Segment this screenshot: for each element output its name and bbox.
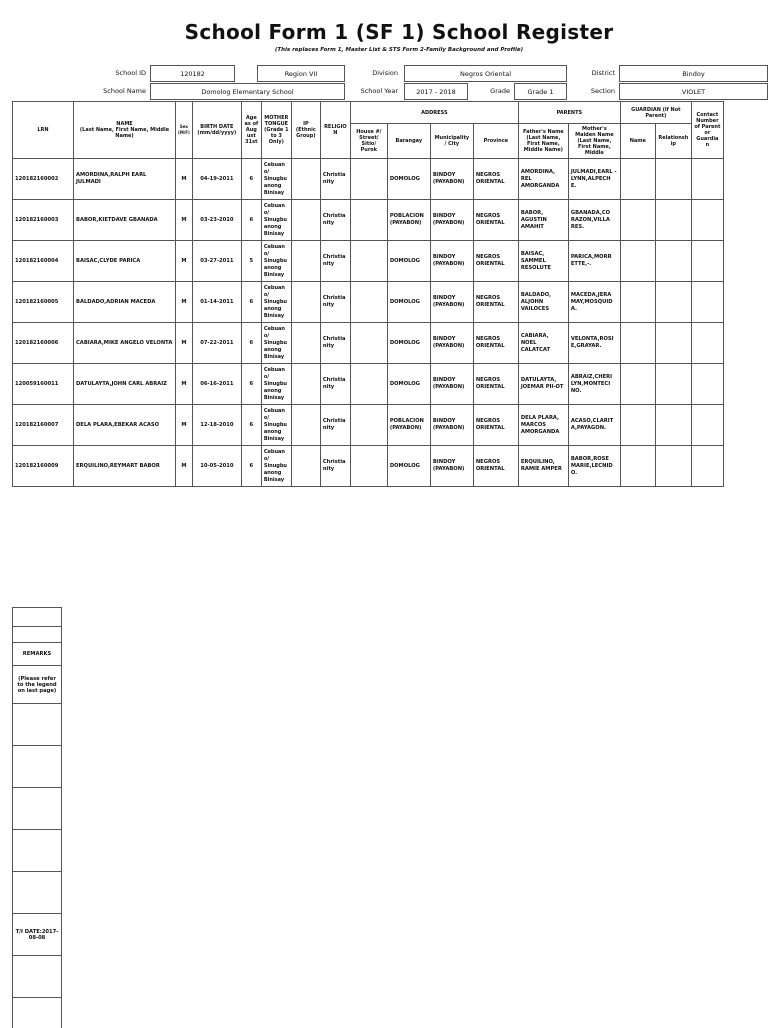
col-father: Father's Name (Last Name, First Name, Middle Name) (518, 124, 568, 159)
house-cell (350, 364, 387, 405)
mother-tongue-cell: Cebuan o/ Sinugbu anong Binisay (261, 241, 291, 282)
municipality-cell: BINDOY (PAYABON) (430, 405, 473, 446)
province-cell: NEGROS ORIENTAL (473, 200, 518, 241)
relationship-cell (655, 282, 691, 323)
barangay-cell: POBLACION (PAYABON) (387, 200, 430, 241)
age-cell: 6 (241, 282, 261, 323)
col-province: Province (473, 124, 518, 159)
form-title: School Form 1 (SF 1) School Register (184, 20, 614, 44)
ip-cell (291, 200, 320, 241)
house-cell (350, 282, 387, 323)
table-row (13, 323, 724, 364)
mother-cell: VELONTA,ROSI E,GRAYAR. (568, 323, 620, 364)
remarks-note: (Please refer to the legend on last page) (13, 666, 61, 704)
district-value: Bindoy (619, 65, 768, 82)
remarks-spacer (13, 607, 61, 627)
grade-value: Grade 1 (514, 83, 567, 100)
birth-date-cell: 07-22-2011 (192, 323, 241, 364)
col-house: House #/ Street/ Sitio/ Purok (350, 124, 387, 159)
municipality-cell: BINDOY (PAYABON) (430, 200, 473, 241)
contact-cell (691, 364, 723, 405)
barangay-cell: DOMOLOG (387, 241, 430, 282)
ip-cell (291, 364, 320, 405)
col-parents: PARENTS (518, 102, 620, 124)
relationship-cell (655, 405, 691, 446)
school-id-label: School ID (115, 69, 146, 77)
municipality-cell: BINDOY (PAYABON) (430, 323, 473, 364)
municipality-cell: BINDOY (PAYABON) (430, 241, 473, 282)
mother-tongue-cell: Cebuan o/ Sinugbu anong Binisay (261, 282, 291, 323)
col-birth-date: BIRTH DATE (mm/dd/yyyy) (192, 102, 241, 159)
religion-cell: Christia nity (320, 323, 350, 364)
religion-cell: Christia nity (320, 282, 350, 323)
lrn-cell: 120182160005 (13, 282, 74, 323)
division-label: Division (372, 69, 398, 77)
mother-tongue-cell: Cebuan o/ Sinugbu anong Binisay (261, 405, 291, 446)
father-cell: BAISAC, SAMMEL RESOLUTE (518, 241, 568, 282)
barangay-cell: DOMOLOG (387, 446, 430, 487)
house-cell (350, 159, 387, 200)
mother-cell: ACASO,CLARIT A,PAYAGON. (568, 405, 620, 446)
col-sex: Sex (M/F) (176, 102, 193, 159)
relationship-cell (655, 159, 691, 200)
lrn-cell: 120182160007 (13, 405, 74, 446)
ip-cell (291, 446, 320, 487)
relationship-cell (655, 241, 691, 282)
name-cell: BABOR,KIETDAVE GBANADA (74, 200, 176, 241)
region-value: Region VII (257, 65, 345, 82)
form-subtitle: (This replaces Form 1, Master List & STS Form 2-Family Background and Profile) (274, 47, 524, 53)
father-cell: AMORDINA, REL AMORGANDA (518, 159, 568, 200)
religion-cell: Christia nity (320, 446, 350, 487)
ip-cell (291, 323, 320, 364)
remarks-cell (13, 746, 61, 788)
province-cell: NEGROS ORIENTAL (473, 241, 518, 282)
school-year-value: 2017 - 2018 (404, 83, 468, 100)
guardian-name-cell (620, 405, 655, 446)
mother-tongue-cell: Cebuan o/ Sinugbu anong Binisay (261, 446, 291, 487)
remarks-spacer (13, 627, 61, 643)
age-cell: 6 (241, 200, 261, 241)
province-cell: NEGROS ORIENTAL (473, 282, 518, 323)
birth-date-cell: 01-14-2011 (192, 282, 241, 323)
contact-cell (691, 159, 723, 200)
name-cell: BALDADO,ADRIAN MACEDA (74, 282, 176, 323)
father-cell: ERQUILINO, RAMIE AMPER (518, 446, 568, 487)
col-address: ADDRESS (350, 102, 518, 124)
guardian-name-cell (620, 241, 655, 282)
guardian-name-cell (620, 446, 655, 487)
province-cell: NEGROS ORIENTAL (473, 405, 518, 446)
guardian-name-cell (620, 159, 655, 200)
name-cell: ERQUILINO,REYMART BABOR (74, 446, 176, 487)
age-cell: 6 (241, 323, 261, 364)
municipality-cell: BINDOY (PAYABON) (430, 282, 473, 323)
col-municipality: Municipality / City (430, 124, 473, 159)
division-value: Negros Oriental (404, 65, 567, 82)
col-contact: Contact Number of Parent or Guardia n (691, 102, 723, 159)
age-cell: 6 (241, 446, 261, 487)
guardian-name-cell (620, 200, 655, 241)
name-cell: BAISAC,CLYDE PARICA (74, 241, 176, 282)
district-label: District (591, 69, 615, 77)
school-name-value: Domolog Elementary School (150, 83, 345, 100)
house-cell (350, 446, 387, 487)
col-ip: IP (Ethnic Group) (291, 102, 320, 159)
remarks-cell (13, 956, 61, 998)
mother-cell: JULMADI,EARL - LYNN,ALPECH E. (568, 159, 620, 200)
age-cell: 6 (241, 405, 261, 446)
relationship-cell (655, 364, 691, 405)
barangay-cell: POBLACION (PAYABON) (387, 405, 430, 446)
col-mother-tongue: MOTHER TONGUE (Grade 1 to 3 Only) (261, 102, 291, 159)
remarks-ti-note: T/I DATE:2017-08-08 (13, 914, 61, 956)
school-year-label: School Year (360, 87, 398, 95)
father-cell: BALDADO, ALJOHN VAILOCES (518, 282, 568, 323)
barangay-cell: DOMOLOG (387, 159, 430, 200)
sex-cell: M (176, 323, 193, 364)
col-barangay: Barangay (387, 124, 430, 159)
guardian-name-cell (620, 323, 655, 364)
father-cell: CABIARA, NOEL CALATCAT (518, 323, 568, 364)
ip-cell (291, 405, 320, 446)
house-cell (350, 405, 387, 446)
province-cell: NEGROS ORIENTAL (473, 446, 518, 487)
house-cell (350, 241, 387, 282)
mother-cell: MACEDA,JERA MAY,MOSQUID A. (568, 282, 620, 323)
barangay-cell: DOMOLOG (387, 364, 430, 405)
mother-tongue-cell: Cebuan o/ Sinugbu anong Binisay (261, 159, 291, 200)
table-row (13, 446, 724, 487)
mother-cell: ABRAIZ,CHERI LYN,MONTECI NO. (568, 364, 620, 405)
remarks-cell (13, 830, 61, 872)
sex-cell: M (176, 364, 193, 405)
col-mother: Mother's Maiden Name (Last Name, First Name, Middle (568, 124, 620, 159)
house-cell (350, 200, 387, 241)
table-row (13, 241, 724, 282)
religion-cell: Christia nity (320, 241, 350, 282)
name-cell: DATULAYTA,JOHN CARL ABRAIZ (74, 364, 176, 405)
guardian-name-cell (620, 364, 655, 405)
father-cell: BABOR, AGUSTIN AMAHIT (518, 200, 568, 241)
municipality-cell: BINDOY (PAYABON) (430, 364, 473, 405)
relationship-cell (655, 446, 691, 487)
grade-label: Grade (490, 87, 510, 95)
guardian-name-cell (620, 282, 655, 323)
lrn-cell: 120182160003 (13, 200, 74, 241)
province-cell: NEGROS ORIENTAL (473, 364, 518, 405)
sex-cell: M (176, 200, 193, 241)
col-relationship: Relationsh ip (655, 124, 691, 159)
birth-date-cell: 03-27-2011 (192, 241, 241, 282)
ip-cell (291, 159, 320, 200)
mother-cell: BABOR,ROSE MARIE,LECNID O. (568, 446, 620, 487)
table-row (13, 405, 724, 446)
sex-cell: M (176, 159, 193, 200)
religion-cell: Christia nity (320, 159, 350, 200)
house-cell (350, 323, 387, 364)
table-row (13, 364, 724, 405)
lrn-cell: 120182160004 (13, 241, 74, 282)
school-id-value: 120182 (150, 65, 235, 82)
birth-date-cell: 03-23-2010 (192, 200, 241, 241)
mother-cell: PARICA,MORR ETTE,-. (568, 241, 620, 282)
remarks-cell (13, 872, 61, 914)
birth-date-cell: 06-16-2011 (192, 364, 241, 405)
municipality-cell: BINDOY (PAYABON) (430, 446, 473, 487)
remarks-column (12, 607, 62, 1028)
relationship-cell (655, 200, 691, 241)
contact-cell (691, 446, 723, 487)
contact-cell (691, 405, 723, 446)
contact-cell (691, 282, 723, 323)
col-lrn: LRN (13, 102, 74, 159)
mother-tongue-cell: Cebuan o/ Sinugbu anong Binisay (261, 200, 291, 241)
col-name: NAME (Last Name, First Name, Middle Name) (74, 102, 176, 159)
name-cell: CABIARA,MIKE ANGELO VELONTA (74, 323, 176, 364)
contact-cell (691, 200, 723, 241)
col-religion: RELIGIO N (320, 102, 350, 159)
mother-cell: GBANADA,CO RAZON,VILLA RES. (568, 200, 620, 241)
municipality-cell: BINDOY (PAYABON) (430, 159, 473, 200)
section-value: VIOLET (619, 83, 768, 100)
contact-cell (691, 241, 723, 282)
sex-cell: M (176, 405, 193, 446)
religion-cell: Christia nity (320, 405, 350, 446)
name-cell: AMORDINA,RALPH EARL JULMADI (74, 159, 176, 200)
barangay-cell: DOMOLOG (387, 282, 430, 323)
father-cell: DATULAYTA, JOEMAR PII-OT (518, 364, 568, 405)
remarks-cell (13, 788, 61, 830)
age-cell: 6 (241, 159, 261, 200)
relationship-cell (655, 323, 691, 364)
col-guardian: GUARDIAN (if Not Parent) (620, 102, 691, 124)
province-cell: NEGROS ORIENTAL (473, 323, 518, 364)
col-guardian-name: Name (620, 124, 655, 159)
lrn-cell: 120059160011 (13, 364, 74, 405)
lrn-cell: 120182160006 (13, 323, 74, 364)
mother-tongue-cell: Cebuan o/ Sinugbu anong Binisay (261, 364, 291, 405)
contact-cell (691, 323, 723, 364)
lrn-cell: 120182160002 (13, 159, 74, 200)
remarks-cell (13, 704, 61, 746)
mother-tongue-cell: Cebuan o/ Sinugbu anong Binisay (261, 323, 291, 364)
sex-cell: M (176, 241, 193, 282)
ip-cell (291, 282, 320, 323)
barangay-cell: DOMOLOG (387, 323, 430, 364)
table-row (13, 282, 724, 323)
section-label: Section (590, 87, 615, 95)
age-cell: 6 (241, 364, 261, 405)
sex-cell: M (176, 282, 193, 323)
birth-date-cell: 04-19-2011 (192, 159, 241, 200)
religion-cell: Christia nity (320, 200, 350, 241)
lrn-cell: 120182160009 (13, 446, 74, 487)
father-cell: DELA PLARA, MARCOS AMORGANDA (518, 405, 568, 446)
col-age: Age as of Aug ust 31st (241, 102, 261, 159)
birth-date-cell: 10-05-2010 (192, 446, 241, 487)
sex-cell: M (176, 446, 193, 487)
school-register-table (12, 101, 724, 487)
ip-cell (291, 241, 320, 282)
remarks-title: REMARKS (13, 643, 61, 666)
province-cell: NEGROS ORIENTAL (473, 159, 518, 200)
table-row (13, 159, 724, 200)
table-row (13, 200, 724, 241)
birth-date-cell: 12-18-2010 (192, 405, 241, 446)
school-name-label: School Name (103, 87, 146, 95)
name-cell: DELA PLARA,EBEKAR ACASO (74, 405, 176, 446)
age-cell: 5 (241, 241, 261, 282)
religion-cell: Christia nity (320, 364, 350, 405)
